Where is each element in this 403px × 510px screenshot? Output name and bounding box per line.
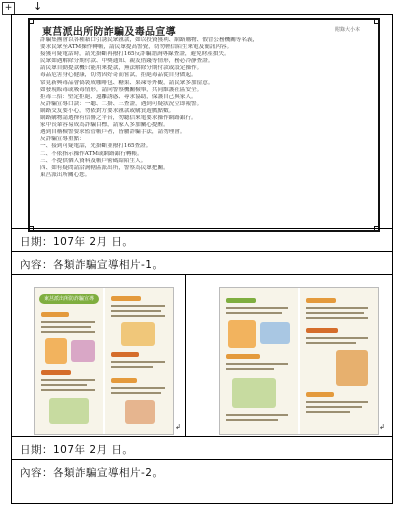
leaflet-heading-band bbox=[41, 370, 71, 375]
leaflet-heading-band bbox=[306, 328, 338, 333]
leaflet-heading-band bbox=[111, 378, 137, 383]
cartoon-illustration bbox=[49, 398, 89, 424]
leaflet-title: 東莒派出所防詐騙宣導 bbox=[39, 294, 99, 304]
leaflet-text-line bbox=[226, 368, 274, 370]
content-text: 內容：各類詐騙宣導相片-1。 bbox=[20, 259, 164, 271]
notice-text-line: 三、不提供個人資料及帳戶密碼給陌生人。 bbox=[40, 157, 147, 164]
leaflet-text-line bbox=[226, 363, 288, 365]
date-text: 日期：107年 2月 日。 bbox=[20, 444, 134, 456]
leaflet-text-line bbox=[111, 392, 161, 394]
leaflet-text-line bbox=[306, 411, 350, 413]
leaflet-text-line bbox=[306, 312, 364, 314]
notice-text-line: 反詐騙宣導重點： bbox=[40, 136, 85, 143]
cartoon-illustration bbox=[45, 338, 67, 364]
leaflet-text-line bbox=[226, 414, 288, 416]
leaflet-text-line bbox=[41, 389, 95, 391]
photo-cell-1[interactable] bbox=[12, 15, 392, 228]
leaflet-text-line bbox=[111, 310, 161, 312]
leaflet-text-line bbox=[111, 387, 165, 389]
notice-text-line: 如發現販毒或吸毒情形，請向警察機關檢舉，共同維護社區安全。 bbox=[40, 86, 203, 93]
leaflet-heading-band bbox=[306, 298, 336, 303]
leaflet-text-line bbox=[111, 305, 165, 307]
photo-table bbox=[11, 14, 393, 504]
cartoon-illustration bbox=[260, 322, 290, 344]
leaflet-page bbox=[35, 288, 103, 434]
leaflet-text-line bbox=[306, 342, 356, 344]
notice-text-line: 家中長輩容易成為詐騙目標，請家人多加關心提醒。 bbox=[40, 122, 169, 129]
notice-body bbox=[40, 37, 372, 179]
notice-text-line: 民眾如遇解除分期付款、中獎通知、親友借錢等情形，務必冷靜查證。 bbox=[40, 58, 214, 65]
leaflet-text-line bbox=[41, 321, 95, 323]
cartoon-illustration bbox=[232, 378, 276, 408]
resize-handle-icon[interactable] bbox=[28, 18, 34, 24]
content-row-2[interactable] bbox=[12, 459, 392, 483]
date-row-1[interactable] bbox=[12, 228, 392, 251]
notice-text-line: 網路購物請選擇有信譽之平台，勿聽信來電要求操作網路銀行。 bbox=[40, 115, 197, 122]
paragraph-mark: ↲ bbox=[379, 423, 385, 431]
notice-text-line: 一、接到可疑電話，先掛斷並撥打165查證。 bbox=[40, 143, 152, 150]
leaflet-text-line bbox=[111, 361, 165, 363]
notice-text-line: 常見新興毒品會偽裝成咖啡包、糖果、果凍等外觀，請民眾多加留意。 bbox=[40, 79, 214, 86]
resize-handle-icon[interactable] bbox=[374, 18, 380, 24]
leaflet-heading-band bbox=[226, 298, 256, 303]
leaflet-text-line bbox=[306, 406, 362, 408]
leaflet-text-line bbox=[111, 315, 165, 317]
notice-text-line: 請民眾自動提款機只能用來提款，無法解除分期付款或設定操作。 bbox=[40, 65, 203, 72]
leaflet-heading-band bbox=[306, 392, 334, 397]
cartoon-illustration bbox=[336, 350, 368, 386]
content-text: 內容：各類詐騙宣導相片-2。 bbox=[20, 467, 164, 479]
notice-photo[interactable] bbox=[28, 18, 380, 232]
leaflet-text-line bbox=[41, 331, 95, 333]
leaflet-text-line bbox=[306, 401, 368, 403]
paragraph-mark: ↲ bbox=[175, 423, 181, 431]
leaflet-text-line bbox=[226, 419, 278, 421]
notice-text-line: 接獲可疑電話時，請先掛斷再撥打165反詐騙諮詢專線查證，避免財產損失。 bbox=[40, 51, 230, 58]
cartoon-illustration bbox=[121, 322, 155, 346]
notice-text-line: 二、不依指示操作ATM或網路銀行轉帳。 bbox=[40, 150, 143, 157]
leaflet-text-line bbox=[226, 312, 282, 314]
leaflet-photo-right[interactable] bbox=[219, 287, 379, 435]
leaflet-page bbox=[220, 288, 298, 434]
column-divider bbox=[185, 275, 186, 436]
date-text: 日期：107年 2月 日。 bbox=[20, 236, 134, 248]
cartoon-illustration bbox=[71, 340, 95, 362]
notice-text-line: 要求民眾至ATM操作轉帳，請民眾提高警覺，切勿輕信陌生來電及簡訊內容。 bbox=[40, 44, 233, 51]
leaflet-text-line bbox=[41, 326, 91, 328]
table-move-handle-icon[interactable]: + bbox=[2, 2, 15, 15]
date-row-2[interactable] bbox=[12, 436, 392, 459]
leaflet-text-line bbox=[41, 379, 95, 381]
notice-text-line: 反詐騙宣導口訣：一聽、二掛、三查證，遇到可疑狀況立即報警。 bbox=[40, 100, 203, 107]
leaflet-text-line bbox=[41, 384, 87, 386]
notice-text-line: 網路交友要小心，勿依對方要求匯款或購買遊戲點數。 bbox=[40, 107, 175, 114]
leaflet-photo-left[interactable] bbox=[34, 287, 174, 435]
leaflet-page bbox=[300, 288, 378, 434]
notice-text-line: 遇到自稱檢警要求監管帳戶者，皆屬詐騙手法，請勿理會。 bbox=[40, 129, 186, 136]
cartoon-illustration bbox=[125, 400, 155, 424]
notice-text-line: 東莒派出所關心您。 bbox=[40, 171, 91, 178]
notice-text-line: 詐騙集團會以各種藉口引誘民眾匯款，如以投資獲利、網路購物、假冒公務機關等名義， bbox=[40, 37, 259, 43]
leaflet-text-line bbox=[306, 317, 368, 319]
notice-title: 東莒派出所防詐騙及毒品宣導 bbox=[42, 27, 176, 38]
leaflet-text-line bbox=[226, 307, 288, 309]
leaflet-text-line bbox=[111, 366, 153, 368]
notice-subtitle: 附錄大小本 bbox=[334, 27, 360, 33]
leaflet-heading-band bbox=[111, 296, 141, 301]
content-row-1[interactable] bbox=[12, 251, 392, 274]
leaflet-page bbox=[105, 288, 173, 434]
leaflet-text-line bbox=[306, 337, 368, 339]
cartoon-illustration bbox=[228, 320, 256, 348]
leaflet-text-line bbox=[306, 307, 368, 309]
column-select-arrow-icon[interactable]: ↓ bbox=[33, 0, 43, 13]
leaflet-heading-band bbox=[111, 352, 139, 357]
leaflet-heading-band bbox=[226, 354, 260, 359]
leaflet-heading-band bbox=[41, 312, 69, 317]
notice-text-line: 四、如有疑問請洽詢轄區派出所，警察為民眾把關。 bbox=[40, 164, 169, 171]
notice-text-line: 拒毒三招：堅定拒絕、遠離誘惑、尋求協助，保護自己與家人。 bbox=[40, 93, 197, 100]
notice-text-line: 毒品危害身心健康，切勿因好奇而嘗試，拒絕毒品從自身做起。 bbox=[40, 72, 197, 79]
photo-cell-2[interactable] bbox=[12, 274, 392, 436]
